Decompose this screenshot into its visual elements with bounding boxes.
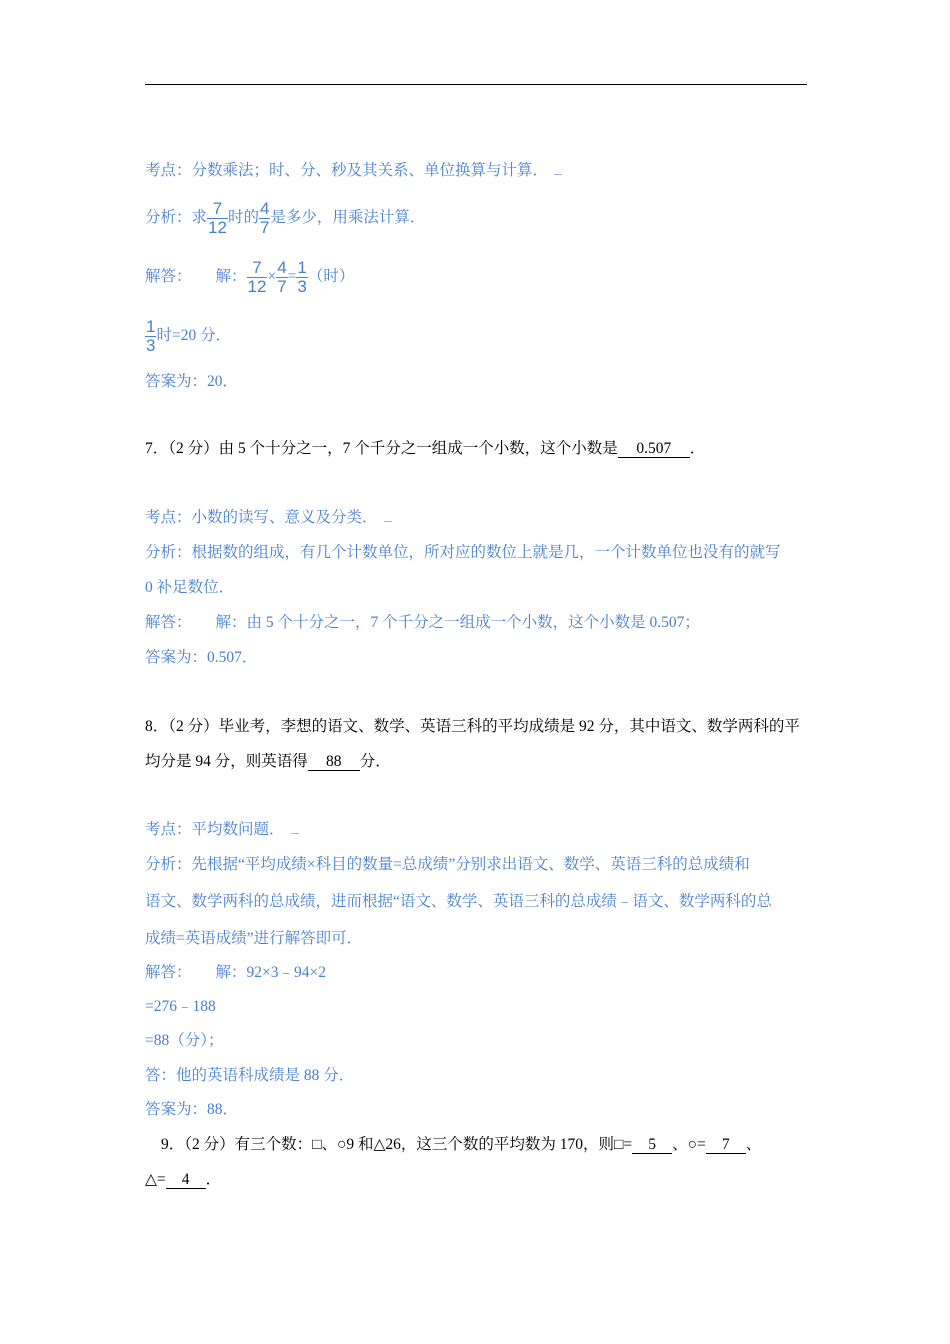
q9-question-1: 9．（2 分）有三个数：□、○9 和△26，这三个数的平均数为 170，则□= 5 、○= 7 、 — [161, 1136, 762, 1153]
q7-blank: 0.507 — [618, 440, 690, 458]
q7-kaodian: 考点：小数的读写、意义及分类． — [145, 508, 392, 528]
q9-blank-triangle: 4 — [166, 1171, 206, 1189]
fraction: $\frac{4}{7}$ — [277, 258, 287, 296]
q7-answer: 答案为：0.507． — [145, 649, 258, 666]
fraction: $\frac{7}{12}$ — [208, 199, 227, 237]
q6-answer: 答案为：20． — [145, 373, 239, 390]
q8-step-1: =276﹣188 — [145, 998, 216, 1015]
header-rule — [145, 84, 807, 85]
q9-blank-square: 5 — [632, 1136, 672, 1154]
q8-answer: 答案为：88． — [145, 1101, 239, 1118]
q9-blank-circle: 7 — [706, 1136, 746, 1154]
q6-kaodian: 考点：分数乘法；时、分、秒及其关系、单位换算与计算． — [145, 161, 562, 181]
q6-conversion: $\frac{1}{3}$ 时=20 分． — [146, 317, 232, 355]
q6-jieda: 解答： 解： $\frac{7}{12}$ × $\frac{4}{7}$ = $\frac{1}{3}$ （时） — [145, 258, 355, 296]
q7-jieda: 解答： 解：由 5 个十分之一，7 个千分之一组成一个小数，这个小数是 0.507； — [145, 614, 700, 631]
q8-fenxi-2: 语文、数学两科的总成绩，进而根据“语文、数学、英语三科的总成绩﹣语文、数学两科的总 — [145, 893, 772, 910]
fraction: $\frac{1}{3}$ — [297, 258, 307, 296]
q8-jieda: 解答： 解：92×3﹣94×2 — [145, 964, 326, 981]
q8-question-1: 8．（2 分）毕业考，李想的语文、数学、英语三科的平均成绩是 92 分，其中语文、数学两科的平 — [145, 718, 800, 735]
q7-question: 7．（2 分）由 5 个十分之一，7 个千分之一组成一个小数，这个小数是 0.507 ． — [145, 440, 706, 457]
q7-fenxi-2: 0 补足数位． — [145, 579, 235, 596]
q8-blank: 88 — [308, 753, 360, 771]
fraction: $\frac{1}{3}$ — [146, 317, 156, 355]
q8-da: 答：他的英语科成绩是 88 分． — [145, 1067, 355, 1084]
q8-fenxi-3: 成绩=英语成绩”进行解答即可． — [145, 930, 363, 947]
q8-step-2: =88（分）； — [145, 1032, 224, 1049]
q8-question-2: 均分是 94 分，则英语得 88 分． — [145, 753, 391, 770]
q9-question-2: △= 4 ． — [145, 1171, 222, 1188]
fraction: $\frac{7}{12}$ — [247, 258, 267, 296]
q7-fenxi-1: 分析：根据数的组成，有几个计数单位，所对应的数位上就是几，一个计数单位也没有的就写 — [145, 544, 781, 561]
fraction: $\frac{4}{7}$ — [259, 199, 270, 237]
q8-fenxi-1: 分析：先根据“平均成绩×科目的数量=总成绩”分别求出语文、数学、英语三科的总成绩和 — [145, 856, 750, 873]
q8-kaodian: 考点：平均数问题． — [145, 820, 299, 840]
q6-fenxi: 分析：求 $\frac{7}{12}$ 时的 $\frac{4}{7}$ 是多少，用乘法计算． — [145, 199, 426, 237]
